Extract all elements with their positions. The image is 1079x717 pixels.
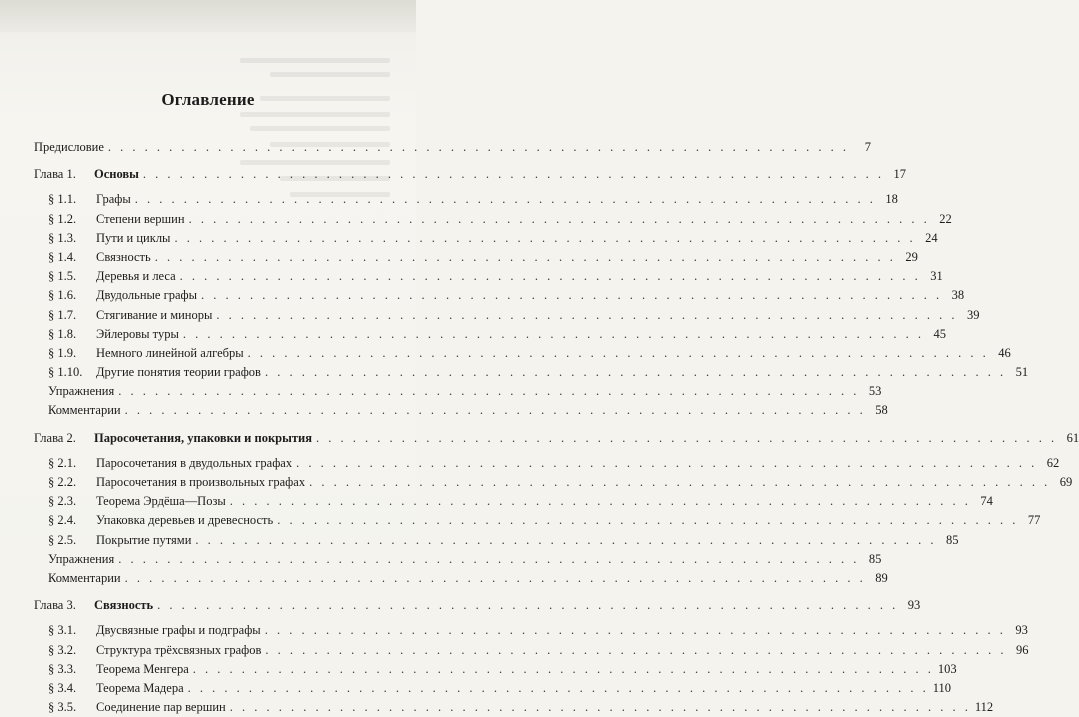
entry-page: 38 [951, 288, 965, 303]
leader-dots [193, 660, 934, 679]
toc-chapter-2[interactable] [34, 429, 1079, 448]
section-number: § 3.2. [48, 642, 77, 657]
toc-section[interactable] [34, 190, 898, 209]
leader-dots [118, 550, 859, 569]
section-label: Теорема Эрдёша—Позы [96, 494, 226, 509]
leader-dots [230, 492, 971, 511]
toc-section[interactable] [34, 473, 1073, 492]
page-top-edge [0, 0, 416, 32]
section-label: Связность [96, 249, 151, 264]
toc-chapter-3[interactable] [34, 596, 921, 615]
section-label: Соединение пар вершин [96, 700, 226, 715]
entry-page: 39 [967, 307, 980, 322]
section-label: Упаковка деревьев и древесность [96, 513, 274, 528]
section-label: Теорема Менгера [96, 661, 189, 676]
entry-page: 58 [875, 403, 888, 418]
section-label: Другие понятия теории графов [96, 365, 261, 380]
leader-dots [230, 698, 971, 717]
section-label: Теорема Мадера [96, 680, 184, 695]
leader-dots [125, 401, 866, 420]
entry-page: 112 [974, 700, 994, 715]
leader-dots [277, 511, 1018, 530]
entry-page: 69 [1059, 475, 1073, 489]
section-label: Эйлеровы туры [96, 326, 179, 341]
leader-dots [201, 286, 942, 305]
section-number: § 1.8. [48, 326, 77, 341]
entry-page: 18 [885, 192, 898, 207]
section-label: Деревья и леса [96, 269, 176, 284]
toc-section-comments[interactable] [34, 569, 888, 588]
toc-section[interactable] [34, 679, 952, 698]
section-label: Паросочетания в двудольных графах [96, 455, 293, 470]
section-number: § 1.2. [48, 211, 77, 226]
section-label: Двусвязные графы и подграфы [96, 623, 261, 638]
section-number: § 1.1. [48, 192, 77, 207]
leader-dots [135, 190, 876, 209]
leader-dots [108, 138, 849, 157]
section-number: § 1.5. [48, 269, 77, 284]
entry-label: Предисловие [34, 140, 104, 154]
leader-dots [125, 569, 866, 588]
section-number: § 2.4. [48, 513, 77, 528]
leader-dots [195, 531, 936, 550]
leader-dots [265, 641, 1006, 660]
section-label: Упражнения [48, 551, 115, 566]
section-label: Стягивание и миноры [96, 307, 213, 322]
toc-section[interactable] [34, 344, 1011, 363]
toc-section[interactable] [34, 511, 1041, 530]
section-label: Комментарии [48, 403, 121, 418]
section-number: § 1.10. [48, 365, 83, 380]
toc-section[interactable] [34, 248, 918, 267]
leader-dots [157, 596, 898, 615]
toc-section-exercises[interactable] [34, 550, 882, 569]
section-number: § 2.5. [48, 532, 77, 547]
toc-section[interactable] [34, 454, 1060, 473]
entry-page: 62 [1046, 455, 1060, 470]
toc-section[interactable] [34, 267, 943, 286]
toc-section[interactable] [34, 363, 1029, 382]
section-label: Паросочетания в произвольных графах [96, 475, 306, 489]
section-number: § 3.5. [48, 700, 77, 715]
section-number: § 2.1. [48, 455, 77, 470]
entry-page: 93 [1015, 623, 1028, 638]
entry-page: 96 [1016, 642, 1029, 657]
toc-section[interactable] [34, 492, 993, 511]
toc-chapter-1[interactable] [34, 165, 907, 184]
entry-page: 29 [905, 249, 918, 264]
leader-dots [188, 679, 929, 698]
leader-dots [309, 473, 1050, 492]
entry-page: 74 [980, 494, 993, 509]
entry-page: 24 [925, 230, 938, 245]
entry-page: 89 [875, 570, 888, 585]
section-number: § 1.9. [48, 345, 77, 360]
entry-page: 103 [937, 661, 957, 676]
section-label: Покрытие путями [96, 532, 192, 547]
leader-dots [216, 306, 957, 325]
chapter-title: Связность [94, 598, 154, 613]
leader-dots [296, 454, 1037, 473]
leader-dots [265, 363, 1006, 382]
entry-page: 17 [893, 167, 907, 182]
leader-dots [174, 229, 915, 248]
section-number: § 1.3. [48, 230, 77, 245]
entry-page: 61 [1066, 430, 1079, 445]
leader-dots [189, 210, 930, 229]
section-number: § 3.1. [48, 623, 77, 638]
leader-dots [248, 344, 989, 363]
section-label: Степени вершин [96, 211, 185, 226]
entry-page: 51 [1015, 365, 1029, 380]
entry-page: 46 [998, 345, 1011, 360]
section-number: § 1.7. [48, 307, 77, 322]
toc-section[interactable] [34, 286, 965, 305]
toc-section[interactable] [34, 210, 952, 229]
toc-entry-preface[interactable] [34, 138, 872, 157]
entry-page: 77 [1027, 513, 1041, 528]
entry-page: 110 [932, 680, 952, 695]
entry-page: 53 [868, 384, 882, 399]
section-number: § 2.2. [48, 475, 77, 489]
section-label: Пути и циклы [96, 230, 171, 245]
section-label: Структура трёхсвязных графов [96, 642, 262, 657]
leader-dots [265, 621, 1006, 640]
section-label: Двудольные графы [96, 288, 198, 303]
toc-section-comments[interactable] [34, 401, 888, 420]
entry-page: 85 [868, 551, 882, 566]
toc-section[interactable] [34, 325, 946, 344]
chapter-title: Паросочетания, упаковки и покрытия [94, 430, 312, 445]
chapter-number: Глава 3. [34, 598, 76, 613]
entry-page: 85 [946, 532, 959, 547]
entry-page: 31 [930, 269, 943, 284]
section-number: § 1.4. [48, 249, 77, 264]
leader-dots [180, 267, 921, 286]
toc-section[interactable] [34, 641, 1029, 660]
toc-section[interactable] [34, 621, 1028, 640]
entry-page: 7 [864, 140, 872, 154]
section-number: § 3.4. [48, 680, 77, 695]
section-number: § 3.3. [48, 661, 77, 676]
entry-page: 93 [907, 598, 921, 613]
section-label: Графы [96, 192, 131, 207]
chapter-title: Основы [94, 167, 139, 182]
toc-title: Оглавление [161, 90, 255, 109]
toc-section[interactable] [34, 698, 994, 717]
leader-dots [316, 429, 1057, 448]
chapter-number: Глава 1. [34, 167, 76, 182]
section-label: Комментарии [48, 570, 121, 585]
toc-section-exercises[interactable] [34, 382, 882, 401]
toc-section[interactable] [34, 531, 959, 550]
leader-dots [118, 382, 859, 401]
section-label: Немного линейной алгебры [96, 345, 244, 360]
entry-page: 22 [939, 211, 952, 226]
toc-section[interactable] [34, 660, 957, 679]
entry-page: 45 [933, 326, 946, 341]
toc-section[interactable] [34, 229, 938, 248]
toc-section[interactable] [34, 306, 980, 325]
leader-dots [183, 325, 924, 344]
chapter-number: Глава 2. [34, 430, 76, 445]
section-number: § 2.3. [48, 494, 77, 509]
section-label: Упражнения [48, 384, 115, 399]
leader-dots [155, 248, 896, 267]
leader-dots [143, 165, 884, 184]
table-of-contents [34, 138, 1079, 717]
section-number: § 1.6. [48, 288, 77, 303]
